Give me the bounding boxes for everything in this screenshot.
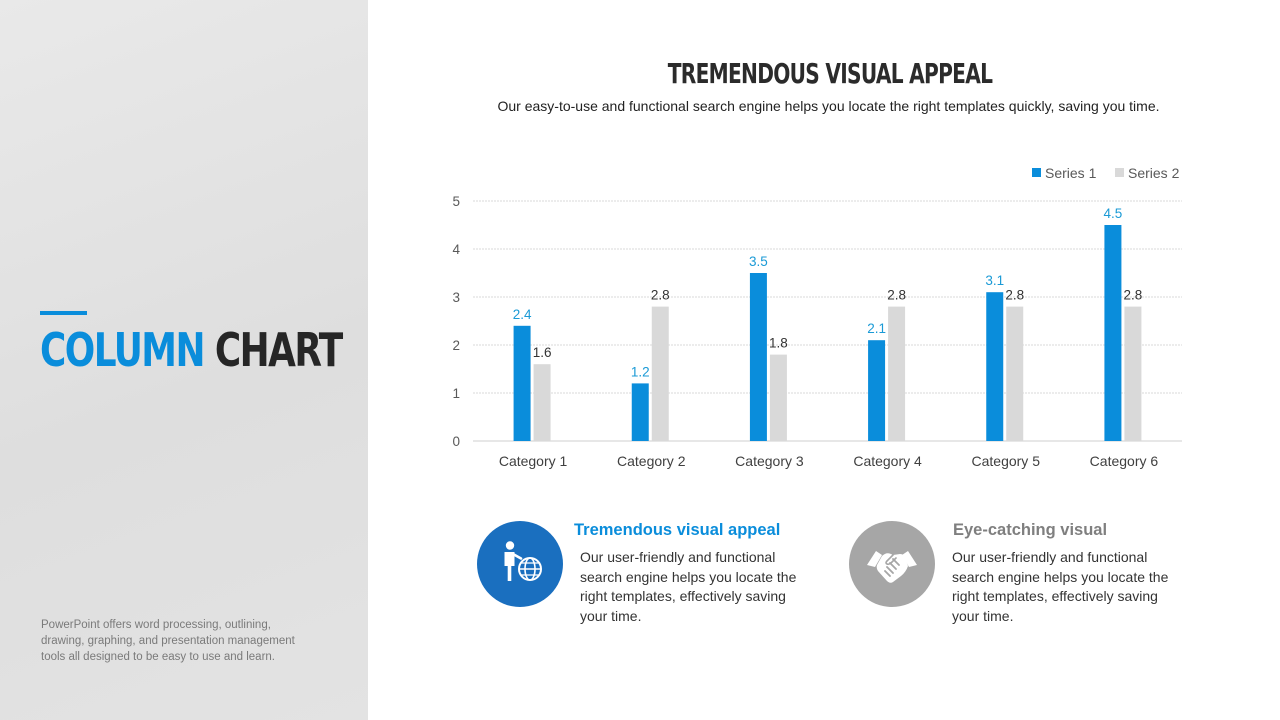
title-accent-bar xyxy=(40,311,87,315)
y-tick-label: 1 xyxy=(452,386,460,401)
bar xyxy=(534,364,551,441)
y-tick-label: 3 xyxy=(452,290,460,305)
sidebar-title-rest: CHART xyxy=(214,323,342,377)
x-tick-label: Category 4 xyxy=(853,453,922,469)
feature-text: Our user-friendly and functional search engine helps you locate the right templates, effectively saving your time. xyxy=(952,549,1169,624)
column-chart xyxy=(440,160,1200,480)
bar xyxy=(750,273,767,441)
presenter-globe-icon xyxy=(477,521,563,607)
x-tick-label: Category 6 xyxy=(1089,453,1159,469)
data-label: 3.1 xyxy=(985,273,1005,289)
data-label: 4.5 xyxy=(1103,206,1123,221)
sidebar-title-accent: COLUMN xyxy=(40,323,204,377)
bar xyxy=(986,292,1003,441)
feature-title: Eye-catching visual xyxy=(953,521,1108,539)
bar xyxy=(1006,307,1023,441)
bar xyxy=(888,307,905,441)
x-tick-label: Category 3 xyxy=(735,453,804,469)
y-tick-label: 0 xyxy=(452,434,460,449)
data-label: 2.4 xyxy=(512,306,532,322)
data-label: 2.8 xyxy=(1005,287,1025,303)
feature-icon-circle xyxy=(477,521,563,607)
handshake-icon xyxy=(849,521,935,607)
bar xyxy=(632,383,649,441)
x-tick-label: Category 1 xyxy=(498,453,568,469)
feature-title: Tremendous visual appeal xyxy=(574,521,781,539)
bar xyxy=(868,340,885,441)
sidebar-title xyxy=(40,322,342,378)
main-subheading: Our easy-to-use and functional search engine helps you locate the right templates quickly, saving you time. xyxy=(497,98,1160,114)
data-label: 3.5 xyxy=(749,254,768,269)
x-tick-label: Category 5 xyxy=(971,453,1040,469)
y-tick-label: 2 xyxy=(452,338,460,353)
data-label: 2.1 xyxy=(867,321,886,337)
y-tick-label: 5 xyxy=(452,194,460,209)
legend-label: Series 1 xyxy=(1045,165,1097,181)
sidebar-note: PowerPoint offers word processing, outlining, drawing, graphing, and presentation management tools all designed to be easy to use and learn. xyxy=(41,619,295,663)
x-tick-label: Category 2 xyxy=(617,453,686,469)
data-label: 1.6 xyxy=(532,345,552,361)
bar xyxy=(1124,307,1141,441)
main-heading: TREMENDOUS VISUAL APPEAL xyxy=(667,57,993,90)
data-label: 2.8 xyxy=(887,287,906,303)
legend-label: Series 2 xyxy=(1128,165,1180,181)
sidebar-panel xyxy=(0,0,368,720)
feature-visual-appeal xyxy=(477,521,817,631)
y-tick-label: 4 xyxy=(452,242,460,257)
data-label: 1.8 xyxy=(769,335,788,351)
bar xyxy=(514,326,531,441)
bar xyxy=(1104,225,1121,441)
bar xyxy=(770,355,787,441)
bar xyxy=(652,307,669,441)
legend-swatch xyxy=(1032,168,1041,177)
legend-swatch xyxy=(1115,168,1124,177)
feature-text: Our user-friendly and functional search engine helps you locate the right templates, effectively saving your time. xyxy=(580,549,797,624)
feature-icon-circle xyxy=(849,521,935,607)
feature-eye-catching xyxy=(849,521,1189,631)
data-label: 2.8 xyxy=(650,287,670,303)
data-label: 2.8 xyxy=(1123,287,1143,303)
data-label: 1.2 xyxy=(630,364,650,380)
